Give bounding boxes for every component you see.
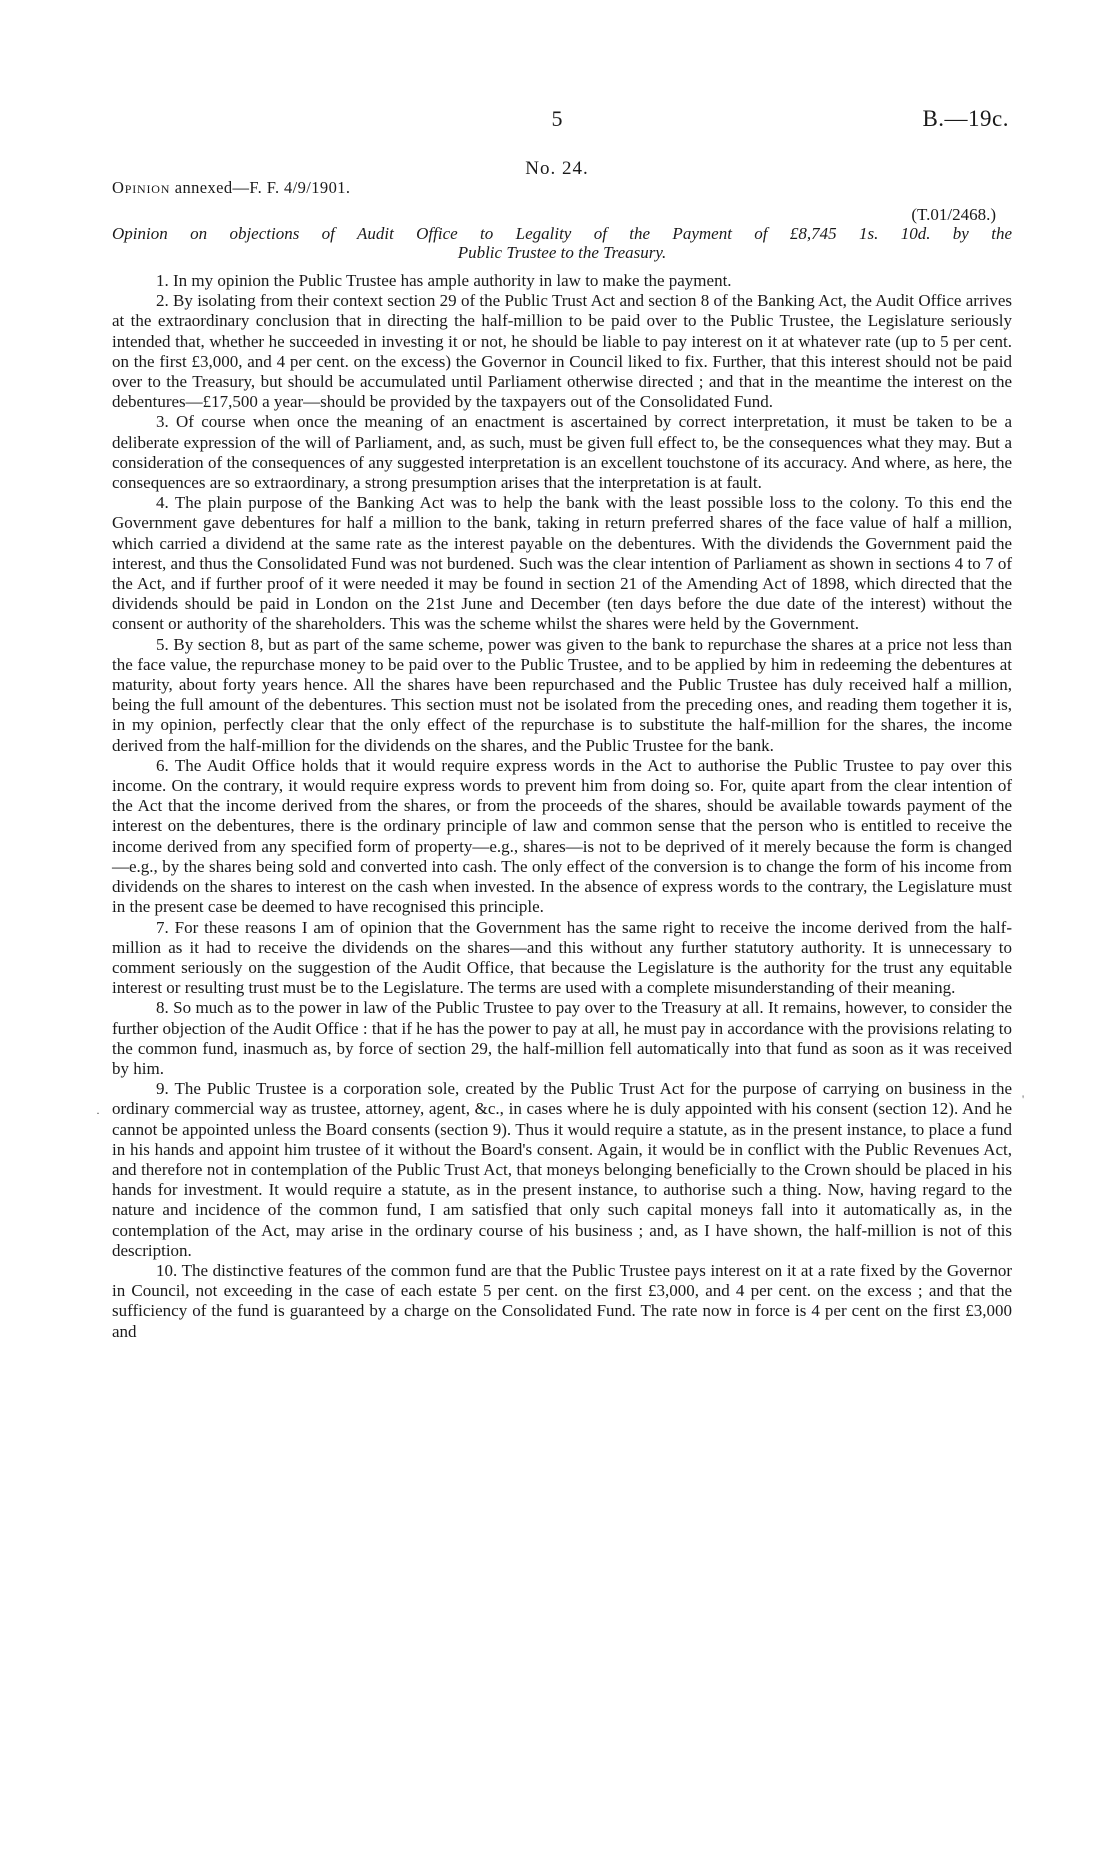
paragraph-2: 2. By isolating from their context section 29 of the Public Trust Act and section 8 of the Banking Act, the Audit Office arrives at the extraordinary conclusion that in directing the half-million to be paid over to the Public Trustee, the Legislature seriously intended that, whether he succeeded in investing it or not, he should be liable to pay interest on it at whatever rate (up to 5 per cent. on the first £3,000, and 4 per cent. on the excess) the Governor in Council liked to fix. Further, that this interest should not be paid over to the Treasury, but should be accumulated until Parliament otherwise directed ; and that in the meantime the interest on the debentures—£17,500 a year—should be provided by the taxpayers out of the Consolidated Fund. <box>112 291 1012 412</box>
subject-heading <box>112 224 1012 262</box>
document-number: No. 24. <box>525 158 589 179</box>
page-number: 5 <box>551 106 563 131</box>
opinion-label: Opinion <box>112 178 171 197</box>
opinion-heading <box>112 178 350 198</box>
document-reference: B.—19c. <box>922 106 1009 131</box>
paragraph-6: 6. The Audit Office holds that it would require express words in the Act to authorise the Public Trustee to pay over this income. On the contrary, it would require express words to prevent him from doing so. For, quite apart from the clear intention of the Act that the income derived from the shares, or from the proceeds of the shares, should be available towards payment of the interest on the debentures, there is the ordinary principle of law and common sense that the person who is entitled to receive the income derived from any specified form of property—e.g., shares—is not to be deprived of it merely because the form is changed—e.g., by the shares being sold and converted into cash. The only effect of the conversion is to change the form of his income from dividends on the shares to interest on the cash when invested. In the absence of express words to the contrary, the Legislature must in the present case be deemed to have recognised this principle. <box>112 755 1012 917</box>
margin-tick: ' <box>1022 1092 1025 1106</box>
paragraph-8: 8. So much as to the power in law of the Public Trustee to pay over to the Treasury at all. It remains, however, to consider the further objection of the Audit Office : that if he has the power to pay at all, he must pay in accordance with the provisions relating to the common fund, inasmuch as, by force of section 29, the half-million fell automatically into that fund as soon as it was received by him. <box>112 998 1012 1078</box>
subject-line-1: Opinion on objections of Audit Office to Legality of the Payment of £8,745 1s. 10d. by the <box>112 224 1012 243</box>
subject-line-2: Public Trustee to the Treasury. <box>457 243 667 262</box>
paragraph-5: 5. By section 8, but as part of the same scheme, power was given to the bank to repurchase the shares at a price not less than the face value, the repurchase money to be paid over to the Public Trustee, and to be applied by him in redeeming the debentures at maturity, about forty years hence. All the shares have been repurchased and the Public Trustee has duly received half a million, being the full amount of the debentures. This section must not be isolated from the preceding ones, and reading them together it is, in my opinion, perfectly clear that the only effect of the repurchase is to substitute the half-million for the shares, the income derived from the half-million for the dividends on the shares, and the Public Trustee for the bank. <box>112 634 1012 755</box>
paragraph-9: 9. The Public Trustee is a corporation sole, created by the Public Trust Act for the purpose of carrying on business in the ordinary commercial way as trustee, attorney, agent, &c., in cases where he is duly appointed with his consent (section 12). And he cannot be appointed unless the Board consents (section 9). Thus it would require a statute, as in the present instance, to place a fund in his hands and appoint him trustee of it without the Board's consent. Again, it would be in conflict with the Public Revenues Act, and therefore not in contemplation of the Public Trust Act, that moneys belonging beneficially to the Crown should be placed in his hands for investment. It would require a statute, as in the present instance, to authorise such a thing. Now, having regard to the nature and incidence of the common fund, I am satisfied that only such capital moneys fall into it automatically as, in the contemplation of the Act, may arise in the ordinary course of his business ; and, as I have shown, the half-million is not of this description. <box>112 1079 1012 1260</box>
paragraph-10: 10. The distinctive features of the common fund are that the Public Trustee pays interest on it at a rate fixed by the Governor in Council, not exceeding in the case of each estate 5 per cent. on the first £3,000, and 4 per cent. on the excess ; and that the sufficiency of the fund is guaranteed by a charge on the Consolidated Fund. The rate now in force is 4 per cent on the first £3,000 and <box>112 1260 1012 1341</box>
opinion-annex-note: annexed—F. F. 4/9/1901. <box>174 178 351 197</box>
paragraph-7: 7. For these reasons I am of opinion that the Government has the same right to receive the income derived from the half-million as it had to receive the dividends on the shares—and this without any further statutory authority. It is unnecessary to comment seriously on the suggestion of the Audit Office, that because the Legislature is the authority for the trust any equitable interest or resulting trust must be to the Legislature. The terms are used with a complete misunderstanding of their meaning. <box>112 917 1012 998</box>
margin-speck: · <box>96 1106 100 1120</box>
paragraph-3: 3. Of course when once the meaning of an enactment is ascertained by correct interpretation, it must be taken to be a deliberate expression of the will of Parliament, and, as such, must be given full effect to, be the consequences what they may. But a consideration of the consequences of any suggested interpretation is an excellent touchstone of its accuracy. And where, as here, the consequences are so extraordinary, a strong presumption arises that the interpretation is at fault. <box>112 412 1012 493</box>
body-text <box>112 271 1012 1342</box>
paragraph-1: 1. In my opinion the Public Trustee has ample authority in law to make the payment. <box>156 271 732 290</box>
paragraph-4: 4. The plain purpose of the Banking Act was to help the bank with the least possible loss to the colony. To this end the Government gave debentures for half a million to the bank, taking in return preferred shares of the face value of half a million, which carried a dividend at the same rate as the interest payable on the debentures. With the dividends the Government paid the interest, and thus the Consolidated Fund was not burdened. Such was the clear intention of Parliament as shown in sections 4 to 7 of the Act, and if further proof of it were needed it may be found in section 21 of the Amending Act of 1898, which directed that the dividends should be paid in London on the 21st June and December (ten days before the due date of the interest) without the consent or authority of the shareholders. This was the scheme whilst the shares were held by the Government. <box>112 493 1012 634</box>
file-reference: (T.01/2468.) <box>911 205 996 224</box>
